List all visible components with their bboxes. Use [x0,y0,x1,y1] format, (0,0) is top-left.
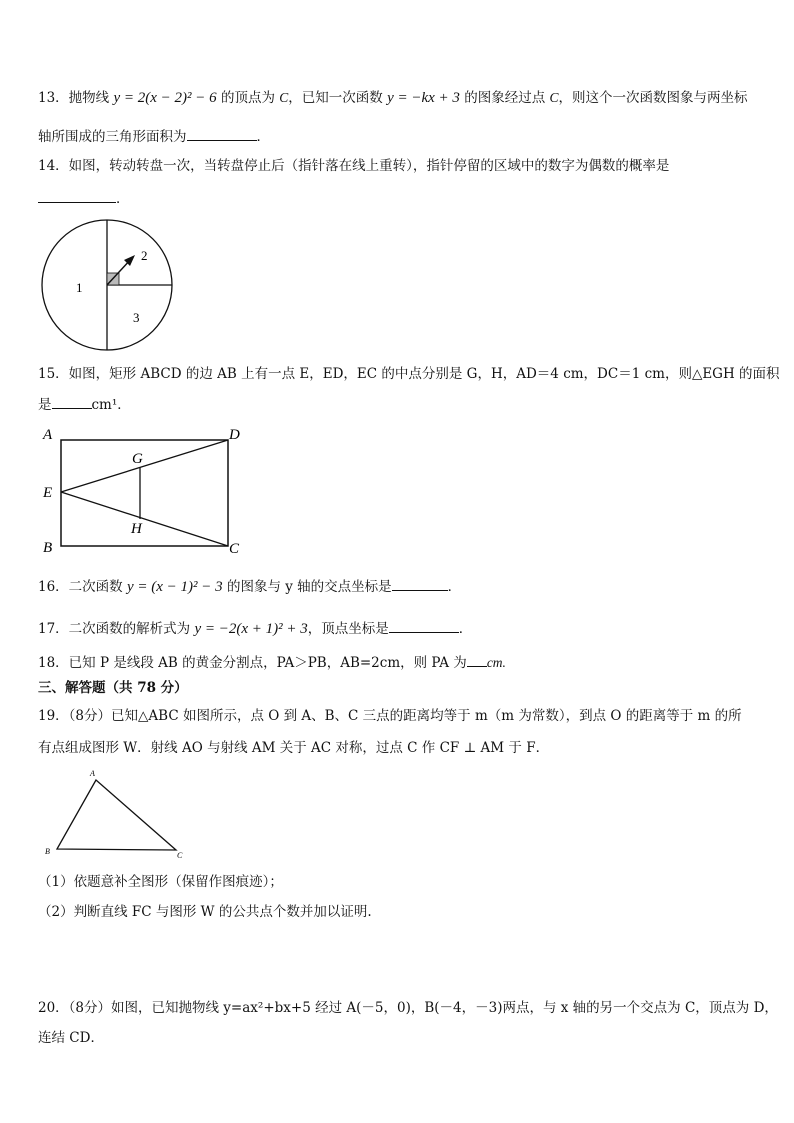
q18-answer-blank[interactable] [467,652,487,667]
spinner-figure [38,218,178,354]
point-label-d: D [229,427,240,443]
triangle-label-c: C [177,851,183,860]
q14-line1: 14．如图，转动转盘一次，当转盘停止后（指针落在线上重转），指针停留的区域中的数字为偶数的概率是 [38,158,670,174]
q13-line1 [38,88,748,108]
q13-end: ． [256,129,270,145]
q19-sub2: （2）判断直线 FC 与图形 W 的公共点个数并加以证明. [38,904,372,920]
q13-linear-formula: y = −kx + 3 [387,90,460,106]
q17-formula: y = −2(x + 1)² + 3 [194,621,308,637]
q13-point-c: C [279,90,289,105]
q18-text: 18．已知 P 是线段 AB 的黄金分割点，PA＞PB，AB=2cm，则 PA 为 [38,655,467,671]
q17-answer-blank[interactable] [389,618,459,633]
point-label-a: A [43,427,53,443]
q13-line2 [38,126,270,147]
q19-sub1: （1）依题意补全图形（保留作图痕迹）； [38,874,283,890]
section-3-heading: 三、解答题（共 78 分） [38,680,188,696]
q13-text-e: ，则这个一次函数图象与两坐标 [558,90,748,106]
q16-formula: y = (x − 1)² − 3 [126,579,223,595]
sector-label-3: 3 [133,310,140,325]
point-label-g: G [132,451,143,467]
q13-text-c: ，已知一次函数 [288,90,388,106]
q18-unit: cm. [486,655,506,670]
q19-line1: 19．（8分）已知△ABC 如图所示，点 O 到 A、B、C 三点的距离均等于 m（m 为常数），到点 O 的距离等于 m 的所 [38,708,742,724]
q17-text-a: 17．二次函数的解析式为 [38,621,195,637]
q13-text-b: 的顶点为 [216,90,280,106]
rectangle-figure [38,422,258,562]
triangle-figure [42,764,192,864]
q15-line1: 15．如图，矩形 ABCD 的边 AB 上有一点 E，ED，EC 的中点分别是 G，H，AD＝4 cm，DC＝1 cm，则△EGH 的面积 [38,366,780,382]
q20-line2: 连结 CD． [38,1030,104,1046]
point-label-h: H [131,521,142,537]
q13-answer-blank[interactable] [187,126,257,141]
q16-text-b: 的图象与 y 轴的交点坐标是 [222,579,392,595]
q17-line [38,618,472,639]
point-label-e: E [43,485,53,501]
q16-end: ． [447,579,462,595]
q19-line2: 有点组成图形 W．射线 AO 与射线 AM 关于 AC 对称，过点 C 作 CF ⊥ AM 于 F． [38,740,550,756]
q16-answer-blank[interactable] [392,576,448,591]
triangle-label-a: A [90,769,95,778]
point-label-b: B [43,540,53,556]
q14-end: ． [116,191,130,207]
q15-answer-blank[interactable] [52,394,92,409]
q13-text-d: 的图象经过点 [459,90,550,106]
q13-text-a: 13．抛物线 [38,90,114,106]
q14-answer-blank[interactable] [38,188,116,203]
q20-line1: 20．（8分）如图，已知抛物线 y=ax²+bx+5 经过 A(－5，0)，B(－4，－3)两点，与 x 轴的另一个交点为 C，顶点为 D， [38,1000,778,1016]
sector-label-2: 2 [141,248,148,263]
q17-text-b: ，顶点坐标是 [307,621,389,637]
q17-end: ． [458,621,473,637]
q14-line2 [38,188,130,209]
q13-text-l2: 轴所围成的三角形面积为 [38,129,187,145]
rectangle-abcd [61,440,228,546]
segment-ed [61,440,228,492]
q18-line [38,652,506,673]
point-label-c: C [229,541,240,557]
q16-text-a: 16．二次函数 [38,579,127,595]
q13-point-c-2: C [549,90,559,105]
q15-line2 [38,394,131,415]
sector-label-1: 1 [76,280,83,295]
q16-line [38,576,461,597]
triangle-abc [57,780,176,850]
q15-unit: cm¹． [91,397,131,413]
q15-text-a: 是 [38,397,52,413]
q13-parabola-formula: y = 2(x − 2)² − 6 [113,90,217,106]
segment-ec [61,492,228,546]
triangle-label-b: B [45,847,50,856]
